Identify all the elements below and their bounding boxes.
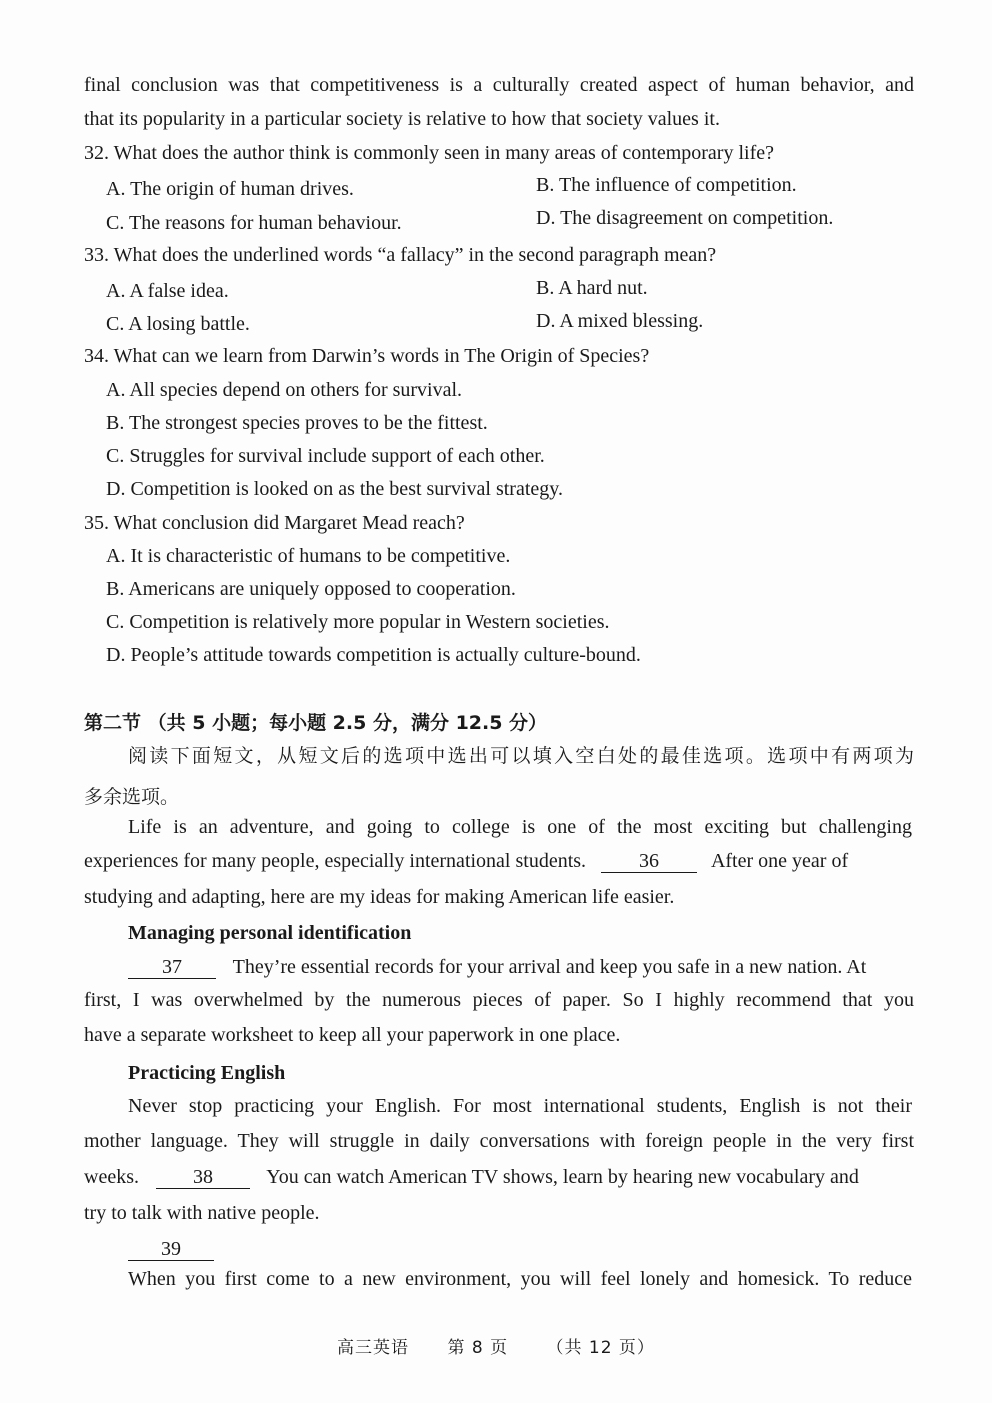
passage-paragraph-line: When you first come to a new environment, you will feel lonely and homesick. To reduce [128,1268,912,1290]
question-32-option-d[interactable]: D. The disagreement on competition. [536,207,834,229]
question-33-option-a[interactable]: A. A false idea. [106,280,229,302]
question-32-option-a[interactable]: A. The origin of human drives. [106,178,354,200]
question-34-option-c[interactable]: C. Struggles for survival include support of each other. [106,445,545,467]
section-2-instruction: 多余选项。 [84,786,180,808]
question-33-option-d[interactable]: D. A mixed blessing. [536,310,704,332]
question-33-option-b[interactable]: B. A hard nut. [536,277,648,299]
text-segment: After one year of [710,850,849,872]
blank-36[interactable]: 36 [601,850,697,873]
question-33-stem: 33. What does the underlined words “a fallacy” in the second paragraph mean? [84,244,717,266]
section-2-header: 第二节 （共 5 小题；每小题 2.5 分，满分 12.5 分） [84,712,548,734]
question-34-option-b[interactable]: B. The strongest species proves to be the fittest. [106,412,488,434]
passage-paragraph-line [128,1236,958,1262]
question-35-stem: 35. What conclusion did Margaret Mead reach? [84,512,465,534]
blank-39[interactable]: 39 [128,1238,214,1261]
passage-paragraph-line: studying and adapting, here are my ideas for making American life easier. [84,886,675,908]
passage-paragraph-line [84,848,914,874]
text-segment: experiences for many people, especially international students. [84,850,587,872]
question-35-option-d[interactable]: D. People’s attitude towards competition is actually culture-bound. [106,644,641,666]
section-2-instruction: 阅读下面短文，从短文后的选项中选出可以填入空白处的最佳选项。选项中有两项为 [128,745,914,767]
question-32-stem: 32. What does the author think is commonly seen in many areas of contemporary life? [84,142,774,164]
question-34-option-d[interactable]: D. Competition is looked on as the best survival strategy. [106,478,563,500]
question-35-option-b[interactable]: B. Americans are uniquely opposed to cooperation. [106,578,516,600]
passage-paragraph-line: Life is an adventure, and going to college is one of the most exciting but challenging [128,816,912,838]
question-32-option-b[interactable]: B. The influence of competition. [536,174,797,196]
passage-paragraph-line [128,954,914,980]
passage-line: that its popularity in a particular society is relative to how that society values it. [84,108,720,130]
subheading-personal-id: Managing personal identification [128,922,412,944]
passage-paragraph-line: first, I was overwhelmed by the numerous pieces of paper. So I highly recommend that you [84,989,914,1011]
footer-subject: 高三英语 [337,1338,410,1358]
blank-37[interactable]: 37 [128,956,216,979]
question-35-option-c[interactable]: C. Competition is relatively more popular in Western societies. [106,611,610,633]
passage-paragraph-line: try to talk with native people. [84,1202,320,1224]
text-segment: You can watch American TV shows, learn by hearing new vocabulary and [266,1166,859,1188]
text-segment: They’re essential records for your arrival and keep you safe in a new nation. At [232,956,867,978]
question-32-option-c[interactable]: C. The reasons for human behaviour. [106,212,402,234]
question-34-stem: 34. What can we learn from Darwin’s words in The Origin of Species? [84,345,650,367]
text-segment: weeks. [84,1166,139,1188]
footer-page-number: 第 8 页 [447,1338,509,1358]
passage-paragraph-line: mother language. They will struggle in daily conversations with foreign people in the very first [84,1130,914,1152]
question-34-option-a[interactable]: A. All species depend on others for survival. [106,379,463,401]
subheading-practicing-english: Practicing English [128,1062,286,1084]
page-footer [0,1333,992,1358]
passage-line: final conclusion was that competitiveness is a culturally created aspect of human behavior, and [84,74,914,96]
passage-paragraph-line [84,1164,914,1190]
passage-paragraph-line: have a separate worksheet to keep all your paperwork in one place. [84,1024,621,1046]
question-33-option-c[interactable]: C. A losing battle. [106,313,250,335]
footer-total-pages: （共 12 页） [546,1338,655,1358]
question-35-option-a[interactable]: A. It is characteristic of humans to be competitive. [106,545,511,567]
passage-paragraph-line: Never stop practicing your English. For most international students, English is not their [128,1095,912,1117]
blank-38[interactable]: 38 [156,1166,250,1189]
